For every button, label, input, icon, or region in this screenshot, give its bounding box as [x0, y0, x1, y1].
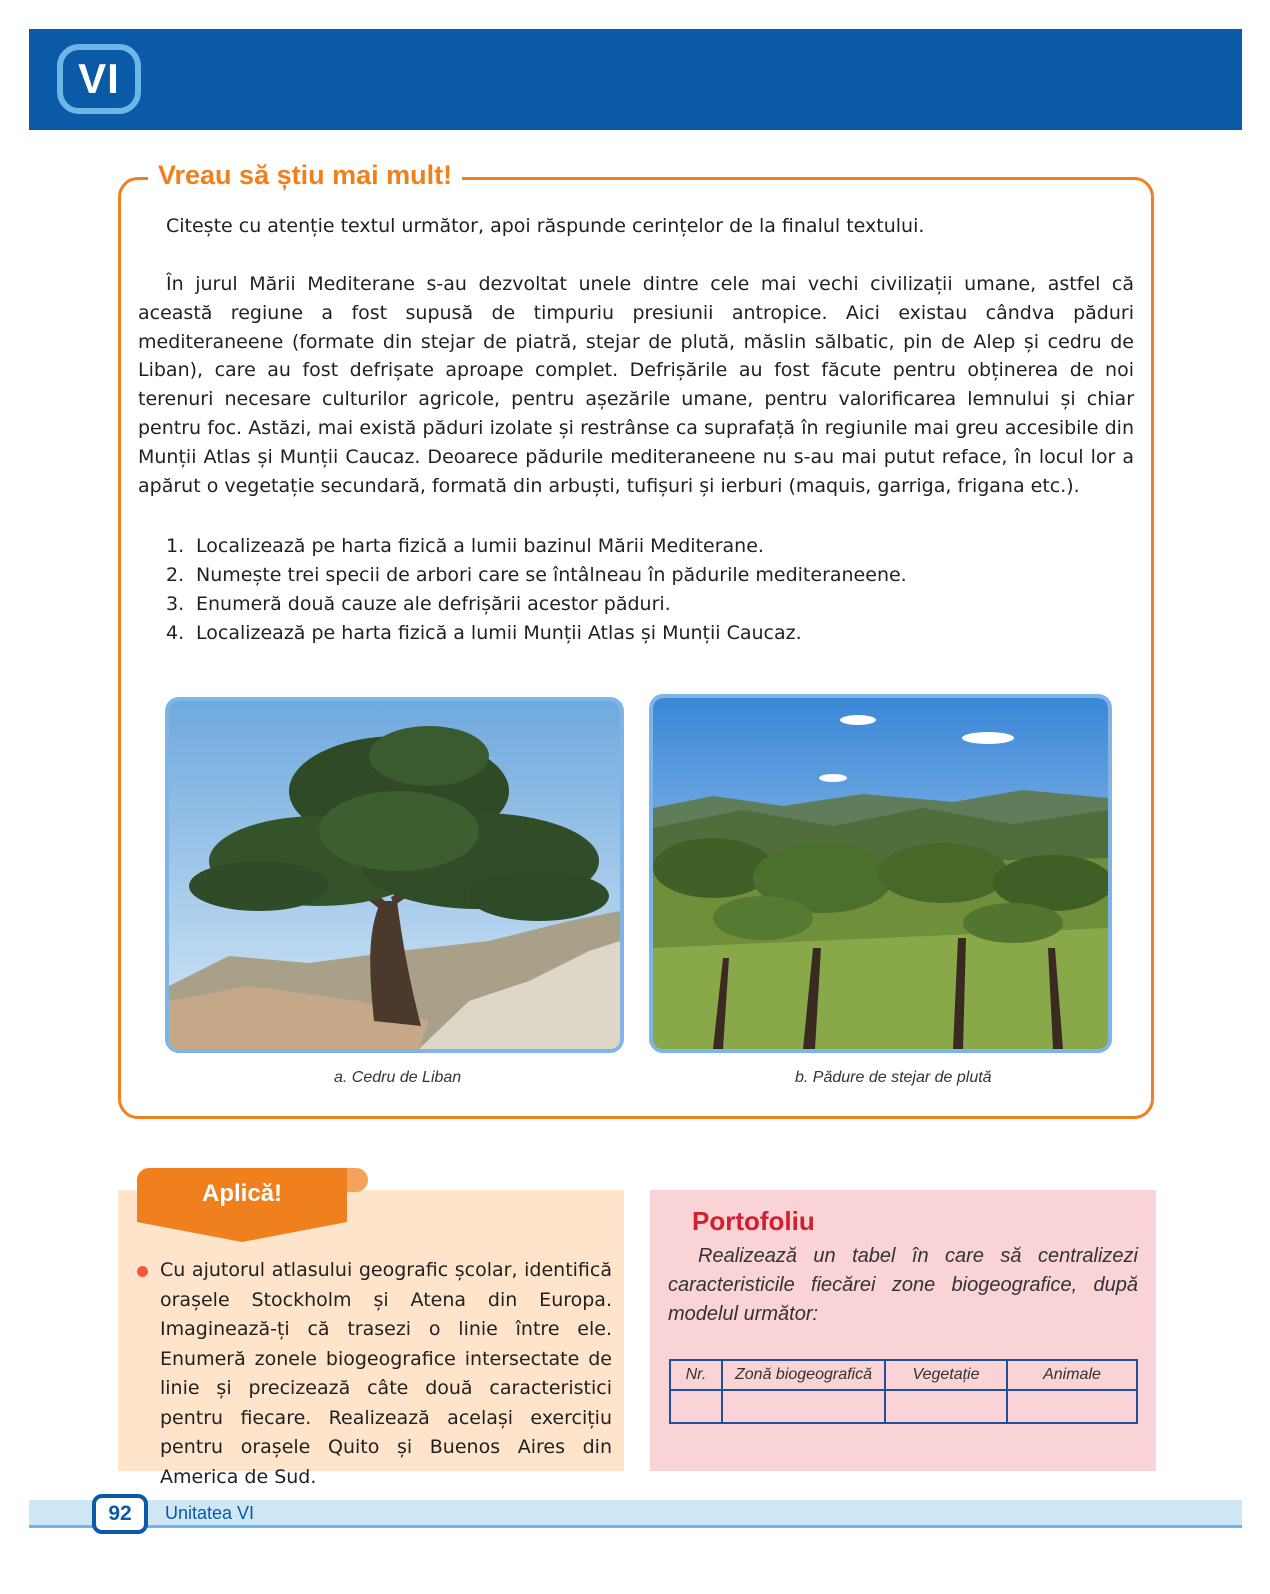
portfolio-title: Portofoliu	[692, 1206, 815, 1236]
unit-badge: VI	[57, 44, 141, 114]
model-table	[669, 1359, 1138, 1424]
photo-caption: b. Pădure de stejar de plută	[795, 1069, 992, 1086]
portfolio-text: Realizează un tabel în care să centralizezi caracteristicile fiecărei zone biogeografice, după modelul următor:	[668, 1245, 1138, 1325]
question-number: 4.	[166, 622, 185, 644]
question-text: Localizează pe harta fizică a lumii Munții Atlas și Munții Caucaz.	[196, 622, 802, 644]
cedar-tree-photo	[165, 697, 624, 1053]
table-row	[670, 1390, 1137, 1423]
table-cell	[670, 1390, 722, 1423]
photo-caption: a. Cedru de Liban	[334, 1069, 462, 1086]
footer-label: Unitatea VI	[165, 1503, 255, 1523]
cork-oak-forest-photo	[649, 694, 1112, 1053]
question-item	[166, 619, 907, 648]
main-paragraph: În jurul Mării Mediterane s-au dezvoltat unele dintre cele mai vechi civilizații umane, astfel că această regiune a fost supusă de timpuriu presiunii antropice. Aici existau cândva păduri mediteraneene (formate din stejar de piatră, stejar de plută, măslin sălbatic, pin de Alep și cedru de Liban), care au fost defrișate aproape complet. Defrișările au fost făcute pentru obținerea de noi terenuri necesare culturilor agricole, pentru așezările umane, pentru valorificarea lemnului și chiar pentru foc. Astăzi, mai există păduri izolate și restrânse ca suprafață în regiunile mai greu accesibile din Munții Atlas și Munții Caucaz. Deoarece pădurile mediteraneene nu s-au mai putut reface, în locul lor a apărut o vegetație secundară, formată din arbuști, tufișuri și ierburi (maquis, garriga, frigana etc.).	[138, 273, 1134, 497]
question-item	[166, 590, 907, 619]
question-number: 1.	[166, 535, 185, 557]
info-title-wrap	[148, 160, 462, 191]
intro-text: Citește cu atenție textul următor, apoi răspunde cerințelor de la finalul textului.	[166, 215, 925, 237]
info-box-title: Vreau să știu mai mult!	[158, 160, 453, 190]
table-header-cell: Animale	[1007, 1360, 1137, 1390]
page-number: 92	[92, 1494, 148, 1534]
question-text: Numește trei specii de arbori care se întâlneau în pădurile mediteraneene.	[196, 564, 907, 586]
bullet-icon	[137, 1266, 148, 1277]
table-cell	[1007, 1390, 1137, 1423]
question-item	[166, 532, 907, 561]
question-number: 2.	[166, 564, 185, 586]
table-cell	[722, 1390, 885, 1423]
table-header-cell: Vegetație	[885, 1360, 1007, 1390]
header-band	[29, 29, 1242, 130]
apply-tab-point	[137, 1222, 347, 1242]
questions-list	[166, 532, 907, 648]
table-cell	[885, 1390, 1007, 1423]
table-header-cell: Nr.	[670, 1360, 722, 1390]
question-item	[166, 561, 907, 590]
table-header-row	[670, 1360, 1137, 1390]
table-header-cell: Zonă biogeografică	[722, 1360, 885, 1390]
question-text: Localizează pe harta fizică a lumii bazinul Mării Mediterane.	[196, 535, 764, 557]
apply-title: Aplică!	[201, 1180, 282, 1207]
question-text: Enumeră două cauze ale defrișării acestor păduri.	[196, 593, 671, 615]
question-number: 3.	[166, 593, 185, 615]
apply-text: Cu ajutorul atlasului geografic școlar, identifică orașele Stockholm și Atena din Europa. Imaginează-ți că trasezi o linie între ele. Enumeră zonele biogeografice intersectate de linie și precizează câte două caracteristici pentru fiecare. Realizează același exercițiu pentru orașele Quito și Buenos Aires din America de Sud.	[160, 1259, 612, 1488]
